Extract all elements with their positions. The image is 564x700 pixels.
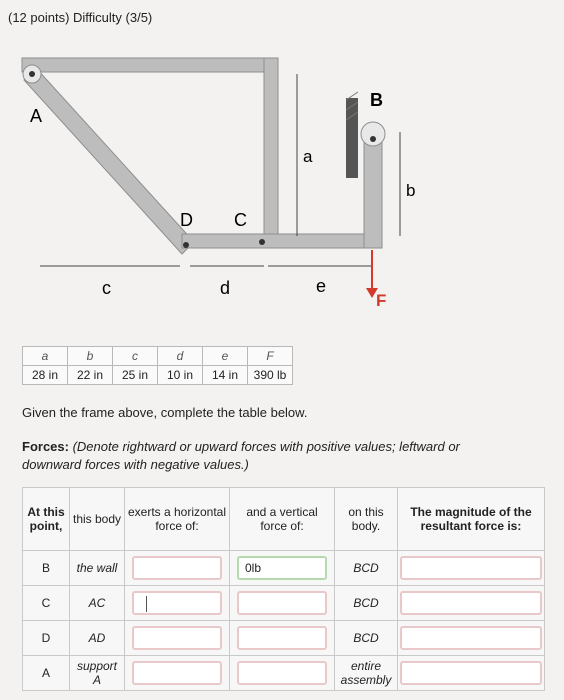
given-value: 10 in [158,366,203,385]
given-header: a [23,347,68,366]
member-right-vertical [264,58,278,238]
label-force-f: F [376,291,387,310]
pin-d [183,242,189,248]
given-header: d [158,347,203,366]
cell-point: D [23,621,70,656]
cell-point: B [23,551,70,586]
resultant-input-b[interactable] [400,556,542,580]
cell-body: support A [70,656,125,691]
given-header: c [113,347,158,366]
horizontal-force-input-c[interactable] [132,591,222,615]
given-value: 28 in [23,366,68,385]
table-row [23,656,545,691]
cell-body: AD [70,621,125,656]
cell-body: the wall [70,551,125,586]
forces-label: Forces: [22,439,69,454]
given-header: F [248,347,293,366]
member-diagonal-ad [24,68,194,254]
cell-point: A [23,656,70,691]
col-header-on: on this body. [335,488,398,551]
vertical-force-input-d[interactable] [237,626,327,650]
cell-point: C [23,586,70,621]
col-header-body: this body [70,488,125,551]
label-d-point: D [180,210,193,230]
label-dim-a: a [303,147,313,166]
cell-on-body: BCD [335,621,398,656]
label-dim-b: b [406,181,416,200]
given-value: 14 in [203,366,248,385]
label-dim-c: c [102,278,111,298]
vertical-force-input-c[interactable] [237,591,327,615]
horizontal-force-input-a[interactable] [132,661,222,685]
label-b-point: B [370,90,383,110]
given-values-table [22,346,293,385]
cell-body: AC [70,586,125,621]
member-top [22,58,278,72]
label-dim-e: e [316,276,327,296]
table-row [23,586,545,621]
answer-table [22,487,545,691]
given-value: 390 lb [248,366,293,385]
label-c-point: C [234,210,247,230]
given-value: 25 in [113,366,158,385]
vertical-force-input-a[interactable] [237,661,327,685]
cell-on-body: BCD [335,586,398,621]
wall-hatch [346,92,358,178]
col-header-resultant: The magnitude of the resultant force is: [398,488,545,551]
table-row [23,621,545,656]
roller-b [361,122,385,146]
pin-a [29,71,35,77]
table-row [23,551,545,586]
pin-c [259,239,265,245]
frame-diagram [0,40,564,340]
instructions: Given the frame above, complete the table below. [22,405,308,420]
horizontal-force-input-d[interactable] [132,626,222,650]
cell-on-body: entire assembly [335,656,398,691]
member-bcd-vertical [364,130,382,248]
resultant-input-a[interactable] [400,661,542,685]
question-header: (12 points) Difficulty (3/5) [8,10,153,25]
pin-b [370,136,376,142]
horizontal-force-input-b[interactable] [132,556,222,580]
label-a-point: A [30,106,43,126]
forces-note [22,438,522,474]
given-header: e [203,347,248,366]
member-bottom [182,234,382,248]
text-cursor [146,596,147,612]
cell-on-body: BCD [335,551,398,586]
col-header-point: At this point, [23,488,70,551]
forces-sign-note: (Denote rightward or upward forces with positive values; leftward or downward forces with negative values.) [22,439,460,472]
given-value: 22 in [68,366,113,385]
vertical-force-input-b[interactable]: 0lb [237,556,327,580]
col-header-vertical: and a vertical force of: [230,488,335,551]
resultant-input-c[interactable] [400,591,542,615]
resultant-input-d[interactable] [400,626,542,650]
col-header-horizontal: exerts a horizontal force of: [125,488,230,551]
given-header: b [68,347,113,366]
label-dim-d: d [220,278,231,298]
